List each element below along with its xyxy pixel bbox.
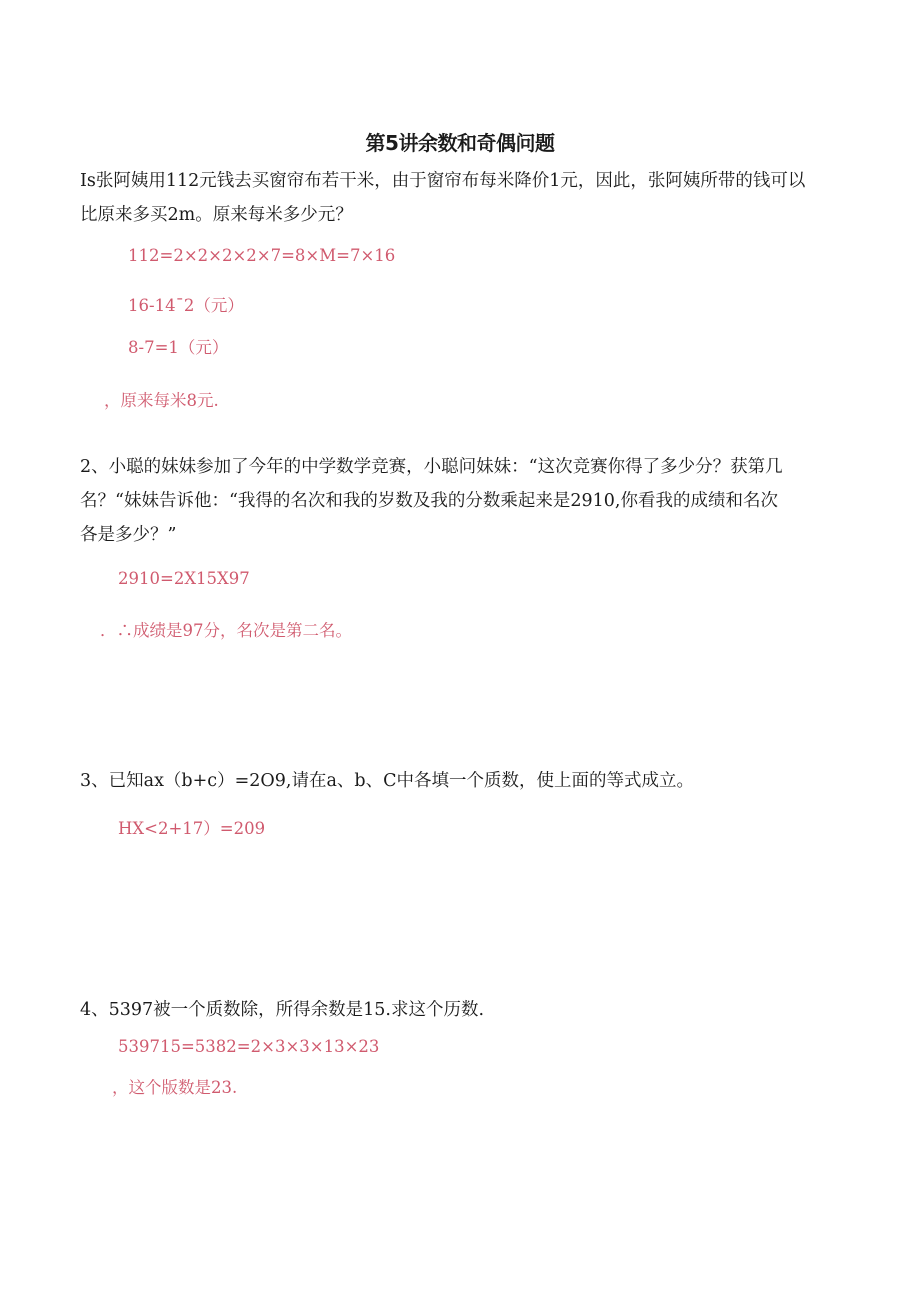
- problem-3-question: [80, 764, 850, 798]
- page-title: 第5讲余数和奇偶问题: [365, 131, 555, 155]
- problem-1-answer-3: 8-7=1（元）: [128, 338, 229, 357]
- problem-1-answer-1: 112=2×2×2×2×7=8×M=7×16: [128, 246, 396, 265]
- problem-4-line-1: 4、5397被一个质数除，所得余数是15.求这个历数.: [80, 1000, 485, 1020]
- problem-2-line-3: 各是多少？”: [80, 525, 177, 545]
- problem-1-question: [80, 164, 850, 232]
- problem-2-line-1: 2、小聪的妹妹参加了今年的中学数学竞赛，小聪问妹妹：“这次竞赛你得了多少分？获第几: [80, 457, 783, 477]
- problem-2-line-2: 名？“妹妹告诉他：“我得的名次和我的岁数及我的分数乘起来是2910,你看我的成绩和名次: [80, 491, 778, 511]
- problem-3-answer-1: HX<2+17）=209: [118, 819, 266, 838]
- problem-2-answer-2: ．∴成绩是97分，名次是第二名。: [100, 621, 352, 640]
- problem-4-question: [80, 993, 850, 1027]
- problem-2-question: [80, 450, 850, 552]
- problem-4-answer-2: ，这个版数是23.: [112, 1078, 238, 1097]
- problem-1-answer-4: ，原来每米8元.: [104, 391, 219, 410]
- problem-3-line-1: 3、已知ax（b+c）=2O9,请在a、b、C中各填一个质数，使上面的等式成立。: [80, 771, 694, 791]
- problem-4-answer-1: 539715=5382=2×3×3×13×23: [118, 1037, 380, 1056]
- problem-2-answer-1: 2910=2X15X97: [118, 569, 250, 588]
- problem-1-line-2: 比原来多买2m。原来每米多少元？: [80, 205, 353, 225]
- problem-1-answer-2: 16-14ˉ2（元）: [128, 296, 244, 315]
- problem-1-line-1: Is张阿姨用112元钱去买窗帘布若干米，由于窗帘布每米降价1元，因此，张阿姨所带的钱可以: [80, 171, 806, 191]
